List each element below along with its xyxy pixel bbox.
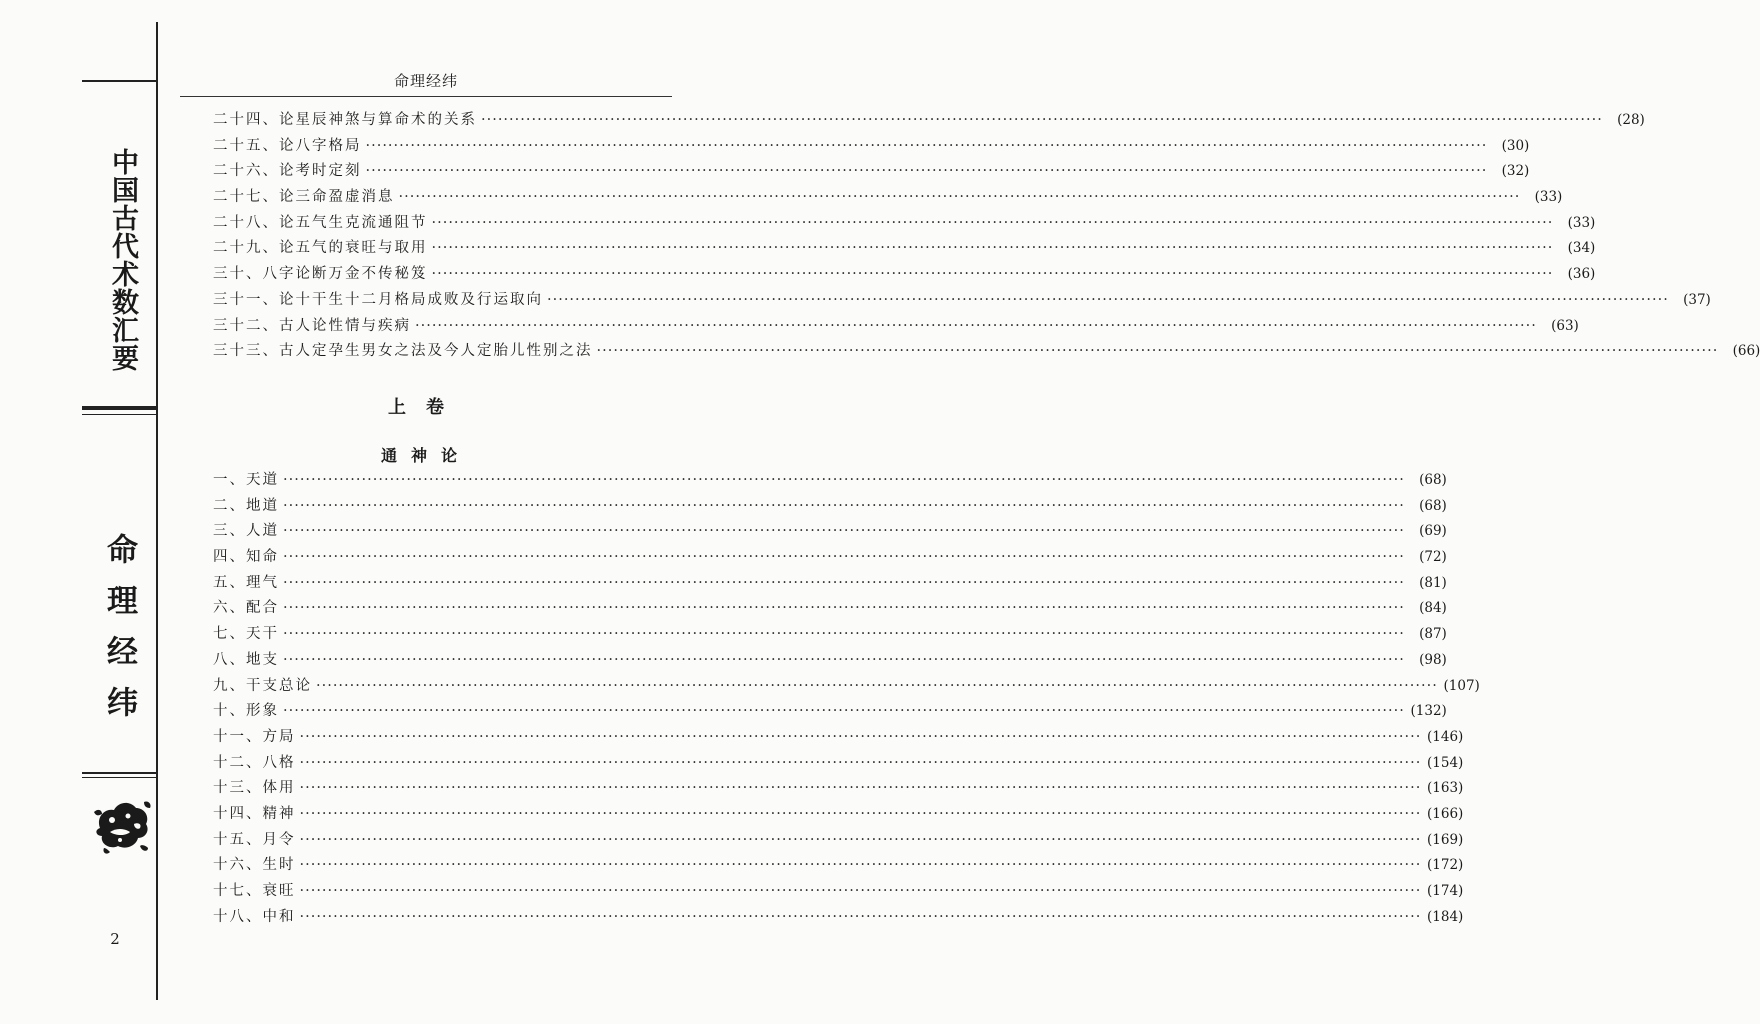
toc-dot-leader: ········································································································································································································ (415, 317, 1537, 334)
toc-entry-page: (84) (1419, 600, 1447, 617)
toc-dot-leader: ········································································································································································································ (431, 240, 1554, 257)
toc-entry[interactable] (213, 159, 1530, 185)
page-number: 2 (110, 930, 120, 948)
toc-dot-leader: ········································································································································································································ (316, 677, 1438, 694)
toc-dot-leader: ········································································································································································································ (283, 574, 1405, 591)
toc-entry-title: 十四、精神 (213, 805, 296, 822)
toc-entry-title: 六、配合 (213, 600, 279, 617)
toc-entry-title: 二、地道 (213, 497, 279, 514)
toc-dot-leader: ········································································································································································································ (283, 549, 1405, 566)
toc-entry-title: 十五、月令 (213, 831, 296, 848)
part-heading: 通神论 (380, 446, 471, 465)
toc-dot-leader: ········································································································································································································ (431, 266, 1554, 283)
toc-entry-title: 八、地支 (213, 651, 279, 668)
toc-entry[interactable] (213, 648, 1447, 674)
toc-dot-leader: ········································································································································································································ (398, 189, 1521, 206)
toc-entry-title: 五、理气 (213, 574, 279, 591)
book-title: 命理经纬 (101, 533, 137, 737)
toc-entry-page: (174) (1427, 883, 1464, 899)
toc-entry[interactable] (213, 108, 1645, 134)
toc-entry-title: 十二、八格 (213, 754, 296, 771)
toc-dot-leader: ········································································································································································································ (481, 112, 1603, 128)
toc-entry-page: (30) (1501, 137, 1530, 154)
toc-entry-page: (32) (1501, 163, 1530, 180)
toc-dot-leader: ········································································································································································································ (299, 857, 1422, 874)
toc-entry[interactable] (213, 853, 1464, 879)
toc-entry-title: 九、干支总论 (213, 677, 312, 694)
toc-entry-page: (184) (1427, 908, 1464, 925)
side-rule-middle-thin (82, 414, 158, 415)
toc-entry[interactable] (213, 725, 1464, 751)
toc-entry-page: (63) (1551, 317, 1579, 334)
toc-entry-page: (107) (1443, 677, 1480, 694)
toc-entry-page: (34) (1567, 240, 1596, 257)
volume-heading: 上卷 (388, 397, 464, 418)
toc-entry-title: 二十六、论考时定刻 (213, 163, 362, 180)
toc-dot-leader: ········································································································································································································ (299, 831, 1422, 848)
toc-entry-title: 二十七、论三命盈虚消息 (213, 189, 395, 206)
toc-entry[interactable] (213, 828, 1464, 854)
toc-dot-leader: ········································································································································································································ (283, 651, 1405, 668)
toc-entry-page: (98) (1419, 651, 1447, 668)
toc-entry-page: (154) (1427, 754, 1464, 771)
toc-dot-leader: ········································································································································································································ (283, 497, 1405, 514)
toc-entry-page: (81) (1419, 574, 1447, 591)
toc-entry-title: 十八、中和 (213, 908, 296, 925)
toc-entry-page: (68) (1419, 497, 1447, 514)
toc-entry-title: 十一、方局 (213, 728, 296, 745)
toc-entry-title: 三十三、古人定孕生男女之法及今人定胎儿性别之法 (213, 343, 593, 360)
toc-dot-leader: ········································································································································································································ (299, 728, 1422, 745)
toc-entry[interactable] (213, 699, 1447, 725)
toc-dot-leader: ········································································································································································································ (283, 600, 1405, 617)
toc-dot-leader: ········································································································································································································ (283, 703, 1405, 720)
toc-entry-page: (72) (1419, 549, 1447, 566)
side-rule-lower (82, 772, 158, 774)
toc-entry-title: 二十四、论星辰神煞与算命术的关系 (213, 112, 477, 128)
toc-tongshen-list (213, 468, 1480, 930)
toc-entry-title: 十七、衰旺 (213, 883, 296, 899)
toc-dot-leader: ········································································································································································································ (283, 472, 1405, 488)
toc-entry[interactable] (213, 802, 1464, 828)
toc-entry-page: (169) (1427, 831, 1464, 848)
toc-entry-title: 三十一、论十干生十二月格局成败及行运取向 (213, 291, 543, 308)
toc-dot-leader: ········································································································································································································ (299, 908, 1422, 925)
toc-entry[interactable] (213, 494, 1447, 520)
toc-entry-title: 二十五、论八字格局 (213, 137, 362, 154)
running-head: 命理经纬 (393, 72, 458, 90)
toc-entry-page: (166) (1427, 805, 1464, 822)
toc-entry[interactable] (213, 622, 1447, 648)
toc-entry[interactable] (213, 879, 1464, 905)
toc-entry[interactable] (213, 236, 1596, 262)
toc-entry[interactable] (213, 134, 1530, 160)
toc-entry-title: 二十八、论五气生克流通阻节 (213, 214, 428, 231)
toc-entry-title: 四、知命 (213, 549, 279, 566)
toc-dot-leader: ········································································································································································································ (431, 214, 1554, 231)
toc-dot-leader: ········································································································································································································ (547, 291, 1669, 308)
toc-entry-title: 三十、八字论断万金不传秘笈 (213, 266, 428, 283)
toc-entry-page: (87) (1419, 626, 1447, 643)
toc-entry-title: 十三、体用 (213, 780, 296, 797)
toc-entry-page: (33) (1534, 189, 1563, 206)
toc-entry-page: (37) (1683, 291, 1711, 308)
toc-entry-page: (68) (1419, 472, 1447, 488)
series-title: 中国古代术数汇要 (107, 148, 138, 372)
toc-entry[interactable] (213, 288, 1711, 314)
toc-entry-page: (69) (1419, 523, 1447, 540)
header-rule (180, 96, 672, 97)
toc-entry[interactable] (213, 185, 1563, 211)
toc-entry-title: 二十九、论五气的衰旺与取用 (213, 240, 428, 257)
mythical-beast-icon (90, 794, 154, 856)
toc-entry-title: 七、天干 (213, 626, 279, 643)
toc-dot-leader: ········································································································································································································ (299, 883, 1422, 899)
spine-divider (156, 22, 158, 1000)
toc-dot-leader: ········································································································································································································ (596, 343, 1719, 360)
toc-entry-page: (33) (1567, 214, 1596, 231)
toc-entry[interactable] (213, 545, 1447, 571)
side-rule-middle (82, 406, 158, 410)
toc-dot-leader: ········································································································································································································ (299, 780, 1422, 797)
toc-entry-title: 三十二、古人论性情与疾病 (213, 317, 411, 334)
toc-entry-page: (28) (1617, 112, 1645, 128)
toc-entry[interactable] (213, 905, 1464, 931)
toc-entry[interactable] (213, 674, 1480, 700)
toc-dot-leader: ········································································································································································································ (365, 137, 1488, 154)
toc-entry[interactable] (213, 468, 1447, 494)
toc-entry[interactable] (213, 262, 1596, 288)
toc-entry[interactable] (213, 751, 1464, 777)
toc-entry-title: 一、天道 (213, 472, 279, 488)
toc-dot-leader: ········································································································································································································ (299, 805, 1422, 822)
toc-entry[interactable] (213, 314, 1579, 340)
side-rule-top (82, 80, 158, 82)
toc-entry[interactable] (213, 776, 1464, 802)
toc-dot-leader: ········································································································································································································ (283, 626, 1405, 643)
toc-dot-leader: ········································································································································································································ (299, 754, 1422, 771)
toc-dot-leader: ········································································································································································································ (365, 163, 1488, 180)
toc-entry-page: (163) (1427, 780, 1464, 797)
toc-entry-page: (66) (1732, 343, 1760, 360)
toc-entry-page: (172) (1427, 857, 1464, 874)
toc-entry[interactable] (213, 596, 1447, 622)
toc-dot-leader: ········································································································································································································ (283, 523, 1405, 540)
toc-entry[interactable] (213, 339, 1760, 365)
toc-entry-page: (36) (1567, 266, 1596, 283)
toc-entry-page: (146) (1427, 728, 1464, 745)
toc-entry-title: 三、人道 (213, 523, 279, 540)
toc-entry[interactable] (213, 519, 1447, 545)
toc-entry-title: 十六、生时 (213, 857, 296, 874)
toc-intro-list (213, 108, 1760, 365)
toc-entry[interactable] (213, 211, 1596, 237)
toc-entry[interactable] (213, 571, 1447, 597)
toc-entry-page: (132) (1410, 703, 1447, 720)
toc-entry-title: 十、形象 (213, 703, 279, 720)
side-rule-lower-thin (82, 777, 158, 778)
